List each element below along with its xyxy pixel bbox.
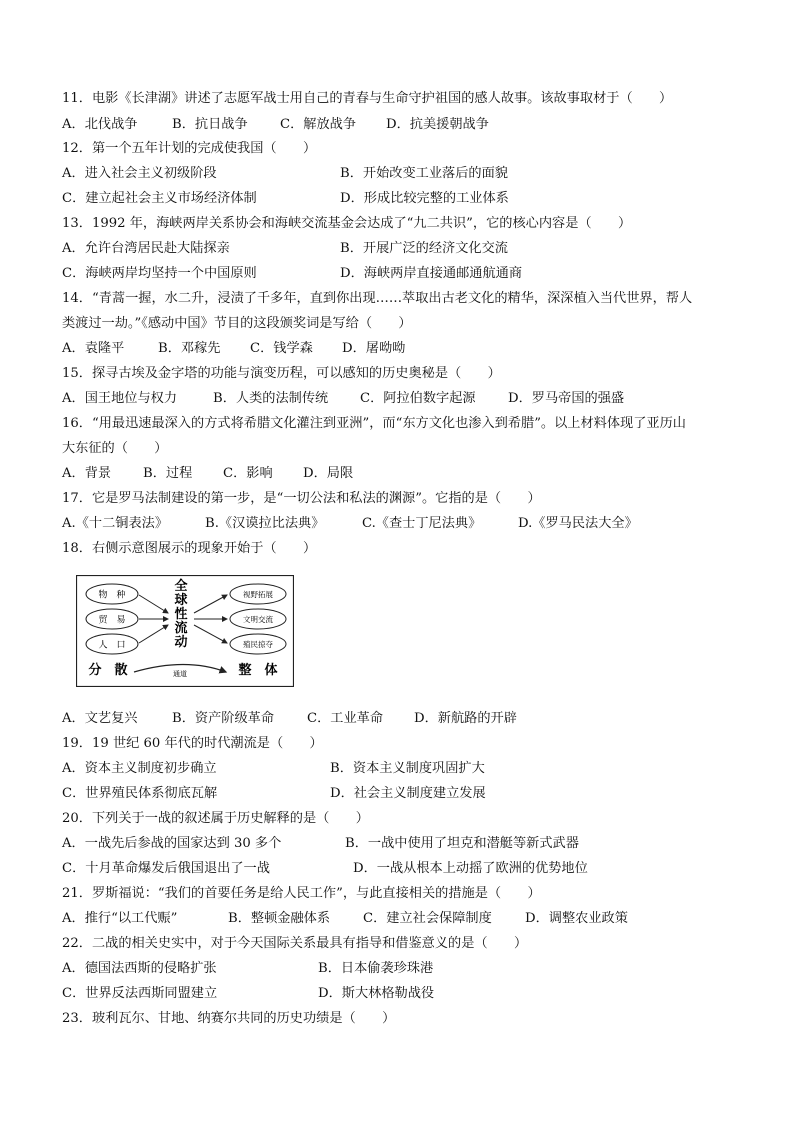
q20-option-b[interactable]: B．一战中使用了坦克和潜艇等新式武器 xyxy=(345,836,579,851)
right-item-plunder: 殖民掠夺 xyxy=(243,640,273,649)
q11-option-d[interactable]: D．抗美援朝战争 xyxy=(386,117,489,132)
center-char-2: 球 xyxy=(174,593,188,608)
q15-option-d[interactable]: D．罗马帝国的强盛 xyxy=(508,391,625,406)
q13-option-a[interactable]: A．允许台湾居民赴大陆探亲 xyxy=(62,241,230,256)
q16-option-d[interactable]: D．局限 xyxy=(303,466,354,481)
q14-option-b[interactable]: B．邓稼先 xyxy=(158,341,221,356)
q11-option-c[interactable]: C．解放战争 xyxy=(280,117,357,132)
bottom-label-whole: 整 体 xyxy=(238,663,278,678)
q14-option-c[interactable]: C．钱学森 xyxy=(250,341,313,356)
q17-option-b[interactable]: B.《汉谟拉比法典》 xyxy=(205,516,325,531)
question-21-stem: 21．罗斯福说：“我们的首要任务是给人民工作”，与此直接相关的措施是（ ） xyxy=(62,886,541,901)
q21-option-c[interactable]: C．建立社会保障制度 xyxy=(363,911,492,926)
q12-option-b[interactable]: B．开始改变工业落后的面貌 xyxy=(340,166,508,181)
q19-option-c[interactable]: C．世界殖民体系彻底瓦解 xyxy=(62,786,218,801)
question-14-stem-line-2: 类渡过一劫。”《感动中国》节目的这段颁奖词是写给（ ） xyxy=(62,316,412,331)
q21-option-a[interactable]: A．推行“以工代赈” xyxy=(62,911,178,926)
q18-option-d[interactable]: D．新航路的开辟 xyxy=(414,711,517,726)
q14-option-a[interactable]: A．袁隆平 xyxy=(62,341,125,356)
q21-option-d[interactable]: D．调整农业政策 xyxy=(525,911,628,926)
q18-option-a[interactable]: A．文艺复兴 xyxy=(62,711,138,726)
q16-option-b[interactable]: B．过程 xyxy=(143,466,193,481)
right-item-exchange: 文明交流 xyxy=(243,615,273,624)
left-item-population: 人 口 xyxy=(98,640,126,651)
right-item-horizon: 视野拓展 xyxy=(243,590,273,599)
q22-option-c[interactable]: C．世界反法西斯同盟建立 xyxy=(62,986,218,1001)
q17-option-a[interactable]: A.《十二铜表法》 xyxy=(62,516,169,531)
q18-option-c[interactable]: C．工业革命 xyxy=(307,711,384,726)
question-19-stem: 19．19 世纪 60 年代的时代潮流是（ ） xyxy=(62,736,323,751)
question-12-stem: 12．第一个五年计划的完成使我国（ ） xyxy=(62,141,317,156)
q17-option-d[interactable]: D.《罗马民法大全》 xyxy=(518,516,638,531)
q22-option-a[interactable]: A．德国法西斯的侵略扩张 xyxy=(62,961,217,976)
q20-option-d[interactable]: D．一战从根本上动摇了欧洲的优势地位 xyxy=(353,861,588,876)
question-17-stem: 17．它是罗马法制建设的第一步，是“一切公法和私法的渊源”。它指的是（ ） xyxy=(62,491,541,506)
question-18-stem: 18．右侧示意图展示的现象开始于（ ） xyxy=(62,541,317,556)
q13-option-d[interactable]: D．海峡两岸直接通邮通航通商 xyxy=(340,266,523,281)
q19-option-d[interactable]: D．社会主义制度建立发展 xyxy=(330,786,486,801)
center-char-3: 性 xyxy=(174,607,188,622)
center-char-5: 动 xyxy=(174,635,188,650)
bottom-label-channel: 通道 xyxy=(173,670,187,678)
question-15-stem: 15．探寻古埃及金字塔的功能与演变历程，可以感知的历史奥秘是（ ） xyxy=(62,366,501,381)
q19-option-a[interactable]: A．资本主义制度初步确立 xyxy=(62,761,217,776)
center-char-4: 流 xyxy=(174,621,188,636)
q18-option-b[interactable]: B．资产阶级革命 xyxy=(172,711,275,726)
q11-option-b[interactable]: B．抗日战争 xyxy=(172,117,248,132)
q22-option-d[interactable]: D．斯大林格勒战役 xyxy=(318,986,435,1001)
q13-option-c[interactable]: C．海峡两岸均坚持一个中国原则 xyxy=(62,266,257,281)
question-22-stem: 22．二战的相关史实中，对于今天国际关系最具有指导和借鉴意义的是（ ） xyxy=(62,936,528,951)
q17-option-c[interactable]: C.《查士丁尼法典》 xyxy=(362,516,482,531)
q20-option-c[interactable]: C．十月革命爆发后俄国退出了一战 xyxy=(62,861,270,876)
bottom-label-scattered: 分 散 xyxy=(88,663,128,678)
q13-option-b[interactable]: B．开展广泛的经济文化交流 xyxy=(340,241,508,256)
question-16-stem-line-2: 大东征的（ ） xyxy=(62,441,168,456)
q20-option-a[interactable]: A．一战先后参战的国家达到 30 多个 xyxy=(62,836,282,851)
q11-option-a[interactable]: A．北伐战争 xyxy=(62,117,138,132)
center-char-1: 全 xyxy=(174,579,188,594)
q15-option-b[interactable]: B．人类的法制传统 xyxy=(213,391,329,406)
q21-option-b[interactable]: B．整顿金融体系 xyxy=(228,911,331,926)
global-flow-diagram xyxy=(76,575,294,687)
q22-option-b[interactable]: B．日本偷袭珍珠港 xyxy=(318,961,434,976)
question-11-stem: 11．电影《长津湖》讲述了志愿军战士用自己的青春与生命守护祖国的感人故事。该故事取材于（ ） xyxy=(62,91,673,106)
question-16-stem-line-1: 16．“用最迅速最深入的方式将希腊文化灌注到亚洲”，而“东方文化也渗入到希腊”。以上材料体现了亚历山 xyxy=(62,416,686,431)
q12-option-d[interactable]: D．形成比较完整的工业体系 xyxy=(340,191,509,206)
q16-option-c[interactable]: C．影响 xyxy=(223,466,273,481)
q16-option-a[interactable]: A．背景 xyxy=(62,466,112,481)
question-20-stem: 20．下列关于一战的叙述属于历史解释的是（ ） xyxy=(62,811,369,826)
q15-option-c[interactable]: C．阿拉伯数字起源 xyxy=(360,391,476,406)
q12-option-c[interactable]: C．建立起社会主义市场经济体制 xyxy=(62,191,257,206)
q12-option-a[interactable]: A．进入社会主义初级阶段 xyxy=(62,166,217,181)
question-14-stem-line-1: 14．“青蒿一握，水二升，浸渍了千多年，直到你出现……萃取出古老文化的精华，深深植入当代世界，帮人 xyxy=(62,291,693,306)
q14-option-d[interactable]: D．屠呦呦 xyxy=(342,341,406,356)
left-item-species: 物 种 xyxy=(98,590,126,601)
q15-option-a[interactable]: A．国王地位与权力 xyxy=(62,391,178,406)
q19-option-b[interactable]: B．资本主义制度巩固扩大 xyxy=(330,761,485,776)
left-item-trade: 贸 易 xyxy=(98,615,126,626)
question-23-stem: 23．玻利瓦尔、甘地、纳赛尔共同的历史功绩是（ ） xyxy=(62,1011,396,1026)
question-13-stem: 13．1992 年，海峡两岸关系协会和海峡交流基金会达成了“九二共识”，它的核心内容是（ ） xyxy=(62,216,632,231)
